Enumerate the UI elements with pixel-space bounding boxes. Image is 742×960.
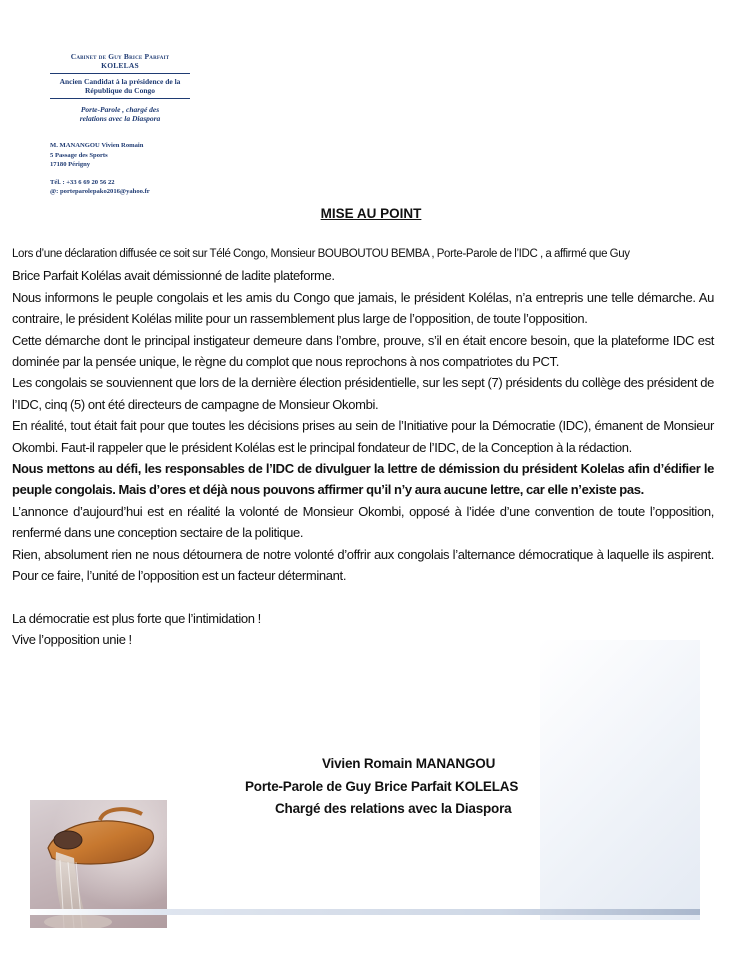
letterhead-contact [50,141,190,197]
role-line: relations avec la Diaspora [79,114,161,123]
signature-name: Vivien Romain MANANGOU [322,756,496,771]
contact-name: M. MANANGOU Vivien Romain [50,142,144,149]
spacer [12,587,714,608]
paragraph: Cette démarche dont le principal instigateur demeure dans l’ombre, prouve, s’il en était encore besoin, que la plateforme IDC est dominée par la pensée unique, le règne du complot que nous reprochons à nos compatriotes du PCT. [12,332,714,370]
letterhead [50,52,190,197]
letterhead-cabinet [50,52,190,70]
signature-role-diaspora: Chargé des relations avec la Diaspora [275,801,512,816]
role-line: Porte-Parole , chargé des [80,105,160,114]
slogan: La démocratie est plus forte que l’intimidation ! [12,610,261,626]
former-line: République du Congo [84,86,156,95]
letterhead-divider [50,98,190,99]
paragraph: En réalité, tout était fait pour que toutes les décisions prises au sein de l’Initiative pour la Démocratie (IDC), émanent de Monsieur Okombi. Faut-il rappeler que le président Kolélas est le principal fondateur de l’IDC, de la Conception à la rédaction. [12,418,714,455]
contact-email[interactable]: @: porteparolepako2016@yahoo.fr [50,188,150,196]
paragraph: Les congolais se souviennent que lors de la dernière élection présidentielle, sur les sept (7) présidents du collège des président de l’IDC, cinq (5) ont été directeurs de campagne de Monsieur Okombi. [12,375,714,412]
contact-street: 5 Passage des Sports [50,151,108,159]
letterhead-former-candidate [50,77,190,95]
paragraph-intro-end: Brice Parfait Kolélas avait démissionné de ladite plateforme. [12,268,335,284]
paragraph-intro [12,242,714,287]
document-title: MISE AU POINT [320,206,422,221]
cabinet-line: KOLELAS [101,61,139,70]
former-line: Ancien Candidat à la présidence de la [59,77,181,86]
letterhead-divider [50,73,190,74]
paragraph-intro-start: Lors d’une déclaration diffusée ce soit sur Télé Congo, Monsieur BOUBOUTOU BEMBA , Porte-Parole de l’IDC , a affirmé que Guy [12,248,630,260]
document-body [12,242,714,650]
paragraph: Rien, absolument rien ne nous détournera de notre volonté d’offrir aux congolais l’alternance démocratique à laquelle ils aspirent. Pour ce faire, l’unité de l’opposition est un facteur déterminant. [12,546,714,584]
cabinet-line: Cabinet de Guy Brice Parfait [70,52,170,61]
slogan: Vive l’opposition unie ! [12,631,132,647]
spacer [50,170,190,178]
paragraph-challenge: Nous mettons au défi, les responsables de l’IDC de divulguer la lettre de démission du président Kolelas afin d’édifier le peuple congolais. Mais d’ores et déjà nous pouvons affirmer qu’il n’y aura aucune lettre, car elle n’existe pas. [12,461,714,498]
contact-city: 17180 Périgny [50,161,91,169]
paragraph: Nous informons le peuple congolais et les amis du Congo que jamais, le président Kolélas, n’a entrepris une telle démarche. Au contraire, le président Kolélas milite pour un rassemblement plus large de l’opposition, de toute l’opposition. [12,289,714,327]
contact-phone: Tél. : +33 6 69 20 56 22 [50,178,115,186]
bottom-divider [28,909,700,915]
letterhead-role [50,105,190,123]
signature-role: Porte-Parole de Guy Brice Parfait KOLELAS [245,779,519,794]
paragraph: L’annonce d’aujourd’hui est en réalité la volonté de Monsieur Okombi, opposé à l’idée d’une convention de toute l’opposition, renfermé dans une conception sectaire de la politique. [12,503,714,541]
background-shade [540,640,700,920]
